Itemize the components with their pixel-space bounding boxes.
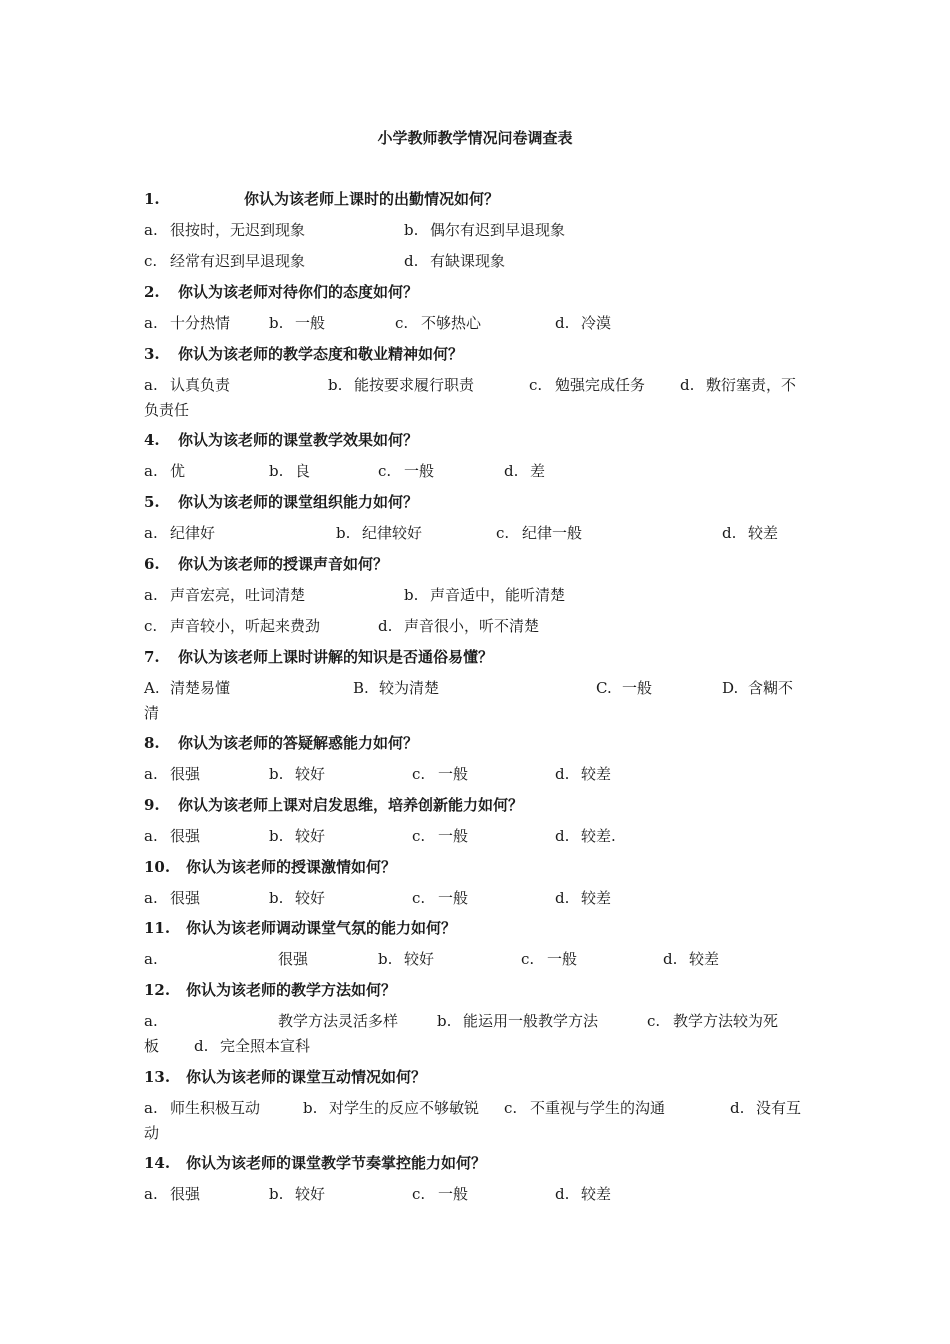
- item-label: c.: [647, 1012, 661, 1030]
- item-text: 很强: [170, 889, 201, 907]
- question-10: [144, 857, 396, 877]
- option-12d: [194, 1036, 310, 1056]
- option-12b: [437, 1011, 598, 1031]
- item-label: b.: [269, 889, 284, 907]
- item-text: 很强: [170, 1185, 201, 1203]
- item-label: d.: [504, 462, 519, 480]
- item-text: 你认为该老师调动课堂气氛的能力如何？: [186, 919, 457, 937]
- item-label: 6.: [144, 555, 160, 573]
- item-label: C.: [596, 679, 612, 697]
- item-label: 12.: [144, 981, 171, 999]
- item-label: d.: [555, 765, 570, 783]
- item-text: 你认为该老师上课时的出勤情况如何？: [244, 190, 500, 208]
- option-10d: [555, 888, 611, 908]
- item-text: 教学方法较为死: [673, 1012, 779, 1030]
- option-1b: [404, 220, 565, 240]
- item-label: a.: [144, 889, 158, 907]
- item-text: 有缺课现象: [430, 252, 506, 270]
- item-text: 师生积极互动: [170, 1099, 261, 1117]
- option-1a: [144, 220, 305, 240]
- item-text: 不够热心: [421, 314, 482, 332]
- option-9a: [144, 826, 200, 846]
- item-label: d.: [555, 889, 570, 907]
- item-label: b.: [328, 376, 343, 394]
- item-text: 很强: [170, 827, 201, 845]
- item-text: 优: [170, 462, 186, 480]
- item-label: c.: [412, 765, 426, 783]
- item-text: 教学方法灵活多样: [278, 1012, 399, 1030]
- item-text: 含糊不: [748, 679, 794, 697]
- item-label: b.: [437, 1012, 452, 1030]
- option-3b: [328, 375, 474, 395]
- item-text: 你认为该老师的答疑解惑能力如何？: [178, 734, 419, 752]
- option-4a: [144, 461, 185, 481]
- item-text: 良: [295, 462, 311, 480]
- question-14: [144, 1153, 486, 1173]
- item-text: 较为清楚: [379, 679, 440, 697]
- item-text: 较好: [295, 889, 326, 907]
- option-1c: [144, 251, 305, 271]
- item-text: 你认为该老师的课堂互动情况如何？: [186, 1068, 427, 1086]
- option-10c: [412, 888, 468, 908]
- item-label: a.: [144, 827, 158, 845]
- item-label: A.: [144, 679, 160, 697]
- item-text: 声音很小，听不清楚: [404, 617, 540, 635]
- question-4: [144, 430, 418, 450]
- option-14d: [555, 1184, 611, 1204]
- item-label: d.: [722, 524, 737, 542]
- item-label: d.: [680, 376, 695, 394]
- item-label: a.: [144, 524, 158, 542]
- option-11a: [144, 949, 308, 969]
- question-6: [144, 554, 388, 574]
- option-7b: [353, 678, 439, 698]
- item-text: 没有互: [756, 1099, 802, 1117]
- item-label: d.: [194, 1037, 209, 1055]
- item-label: 4.: [144, 431, 160, 449]
- item-label: b.: [336, 524, 351, 542]
- item-label: 9.: [144, 796, 160, 814]
- item-text: 你认为该老师的课堂教学节奏掌控能力如何？: [186, 1154, 487, 1172]
- item-label: B.: [353, 679, 369, 697]
- option-3a: [144, 375, 230, 395]
- option-8a: [144, 764, 200, 784]
- item-label: a.: [144, 586, 158, 604]
- item-label: b.: [269, 1185, 284, 1203]
- item-text: 不重视与学生的沟通: [530, 1099, 666, 1117]
- item-label: a.: [144, 950, 158, 968]
- option-14b: [269, 1184, 325, 1204]
- option-4b: [269, 461, 310, 481]
- item-text: 一般: [547, 950, 578, 968]
- item-text: 声音宏亮，吐词清楚: [170, 586, 306, 604]
- option-14c: [412, 1184, 468, 1204]
- item-text: 一般: [295, 314, 326, 332]
- item-text: 你认为该老师的课堂教学效果如何？: [178, 431, 419, 449]
- item-text: 一般: [438, 765, 469, 783]
- option-2c: [395, 313, 481, 333]
- option-12a: [144, 1011, 398, 1031]
- item-text: 冷漠: [581, 314, 612, 332]
- option-10b: [269, 888, 325, 908]
- option-13b: [303, 1098, 479, 1118]
- item-text: 纪律一般: [522, 524, 583, 542]
- item-text: 你认为该老师的授课声音如何？: [178, 555, 389, 573]
- item-label: c.: [412, 827, 426, 845]
- option-6a: [144, 585, 305, 605]
- option-6c: [144, 616, 320, 636]
- item-label: d.: [730, 1099, 745, 1117]
- option-3d: [680, 375, 796, 395]
- item-text: 你认为该老师上课时讲解的知识是否通俗易懂？: [178, 648, 494, 666]
- item-label: 2.: [144, 283, 160, 301]
- option-13d-wrap: 动: [144, 1124, 160, 1142]
- item-label: a.: [144, 376, 158, 394]
- option-11b: [378, 949, 434, 969]
- option-7d-wrap: 清: [144, 704, 160, 722]
- option-9c: [412, 826, 468, 846]
- item-label: c.: [144, 252, 158, 270]
- option-12c: [647, 1011, 778, 1031]
- item-text: 完全照本宣科: [220, 1037, 311, 1055]
- option-2b: [269, 313, 325, 333]
- item-label: b.: [269, 827, 284, 845]
- item-text: 经常有迟到早退现象: [170, 252, 306, 270]
- option-8d: [555, 764, 611, 784]
- item-text: 纪律较好: [362, 524, 423, 542]
- item-label: c.: [378, 462, 392, 480]
- item-text: 你认为该老师对待你们的态度如何？: [178, 283, 419, 301]
- item-text: 能运用一般教学方法: [463, 1012, 599, 1030]
- item-text: 较好: [295, 827, 326, 845]
- item-label: 7.: [144, 648, 160, 666]
- item-text: 较好: [404, 950, 435, 968]
- item-label: 10.: [144, 858, 171, 876]
- option-4c: [378, 461, 434, 481]
- item-label: c.: [412, 889, 426, 907]
- item-text: 一般: [438, 889, 469, 907]
- option-4d: [504, 461, 545, 481]
- question-1: [144, 189, 499, 209]
- option-9b: [269, 826, 325, 846]
- item-text: 纪律好: [170, 524, 216, 542]
- option-10a: [144, 888, 200, 908]
- item-label: a.: [144, 765, 158, 783]
- item-label: 14.: [144, 1154, 171, 1172]
- item-label: 5.: [144, 493, 160, 511]
- item-text: 较好: [295, 1185, 326, 1203]
- item-text: 能按要求履行职责: [354, 376, 475, 394]
- document-title: 小学教师教学情况问卷调查表: [377, 129, 573, 147]
- item-label: b.: [303, 1099, 318, 1117]
- option-7c: [596, 678, 652, 698]
- option-7a: [144, 678, 230, 698]
- item-label: 3.: [144, 345, 160, 363]
- question-7: [144, 647, 493, 667]
- option-5c: [496, 523, 582, 543]
- item-label: c.: [529, 376, 543, 394]
- item-text: 较差.: [581, 827, 616, 845]
- item-label: b.: [378, 950, 393, 968]
- question-13: [144, 1067, 426, 1087]
- item-label: c.: [395, 314, 409, 332]
- item-label: c.: [412, 1185, 426, 1203]
- item-label: d.: [404, 252, 419, 270]
- option-8b: [269, 764, 325, 784]
- item-label: c.: [521, 950, 535, 968]
- item-text: 对学生的反应不够敏锐: [329, 1099, 480, 1117]
- item-label: b.: [269, 314, 284, 332]
- item-text: 较差: [689, 950, 720, 968]
- item-text: 你认为该老师的课堂组织能力如何？: [178, 493, 419, 511]
- item-text: 声音适中，能听清楚: [430, 586, 566, 604]
- item-text: 声音较小，听起来费劲: [170, 617, 321, 635]
- item-label: a.: [144, 314, 158, 332]
- item-text: 较差: [581, 889, 612, 907]
- item-text: 很强: [170, 765, 201, 783]
- item-text: 一般: [404, 462, 435, 480]
- item-label: D.: [722, 679, 739, 697]
- item-text: 一般: [438, 827, 469, 845]
- item-text: 偶尔有迟到早退现象: [430, 221, 566, 239]
- option-12c-wrap: 板: [144, 1037, 160, 1055]
- question-9: [144, 795, 523, 815]
- item-label: 8.: [144, 734, 160, 752]
- option-2d: [555, 313, 611, 333]
- question-11: [144, 918, 456, 938]
- item-text: 敷衍塞责，不: [706, 376, 797, 394]
- question-12: [144, 980, 396, 1000]
- item-text: 较差: [581, 765, 612, 783]
- item-text: 一般: [622, 679, 653, 697]
- item-text: 清楚易懂: [170, 679, 231, 697]
- option-14a: [144, 1184, 200, 1204]
- option-8c: [412, 764, 468, 784]
- question-2: [144, 282, 418, 302]
- item-text: 你认为该老师的教学方法如何？: [186, 981, 397, 999]
- item-text: 十分热情: [170, 314, 231, 332]
- item-label: 11.: [144, 919, 171, 937]
- item-label: d.: [555, 827, 570, 845]
- option-13c: [504, 1098, 665, 1118]
- item-label: d.: [663, 950, 678, 968]
- item-label: c.: [496, 524, 510, 542]
- question-3: [144, 344, 463, 364]
- item-text: 认真负责: [170, 376, 231, 394]
- item-text: 很按时，无迟到现象: [170, 221, 306, 239]
- option-6d: [378, 616, 539, 636]
- item-text: 你认为该老师上课对启发思维，培养创新能力如何？: [178, 796, 524, 814]
- item-label: a.: [144, 221, 158, 239]
- option-3c: [529, 375, 645, 395]
- item-label: c.: [504, 1099, 518, 1117]
- item-label: 1.: [144, 190, 160, 208]
- item-label: b.: [269, 765, 284, 783]
- question-5: [144, 492, 418, 512]
- option-2a: [144, 313, 230, 333]
- item-label: d.: [555, 1185, 570, 1203]
- option-5a: [144, 523, 215, 543]
- item-label: a.: [144, 1012, 158, 1030]
- option-7d: [722, 678, 793, 698]
- item-label: d.: [555, 314, 570, 332]
- option-5d: [722, 523, 778, 543]
- item-text: 很强: [278, 950, 309, 968]
- option-1d: [404, 251, 505, 271]
- item-text: 差: [530, 462, 546, 480]
- item-label: a.: [144, 1099, 158, 1117]
- item-text: 较差: [748, 524, 779, 542]
- item-text: 勉强完成任务: [555, 376, 646, 394]
- item-label: a.: [144, 462, 158, 480]
- item-text: 较好: [295, 765, 326, 783]
- question-8: [144, 733, 418, 753]
- item-text: 你认为该老师的教学态度和敬业精神如何？: [178, 345, 464, 363]
- item-label: b.: [404, 586, 419, 604]
- option-3d-wrap: 负责任: [144, 401, 190, 419]
- option-9d: [555, 826, 616, 846]
- item-label: 13.: [144, 1068, 171, 1086]
- item-label: b.: [404, 221, 419, 239]
- item-text: 你认为该老师的授课激情如何？: [186, 858, 397, 876]
- option-13d: [730, 1098, 801, 1118]
- option-11c: [521, 949, 577, 969]
- option-5b: [336, 523, 422, 543]
- item-label: d.: [378, 617, 393, 635]
- item-label: a.: [144, 1185, 158, 1203]
- item-text: 一般: [438, 1185, 469, 1203]
- item-label: b.: [269, 462, 284, 480]
- item-label: c.: [144, 617, 158, 635]
- option-13a: [144, 1098, 260, 1118]
- item-text: 较差: [581, 1185, 612, 1203]
- option-11d: [663, 949, 719, 969]
- option-6b: [404, 585, 565, 605]
